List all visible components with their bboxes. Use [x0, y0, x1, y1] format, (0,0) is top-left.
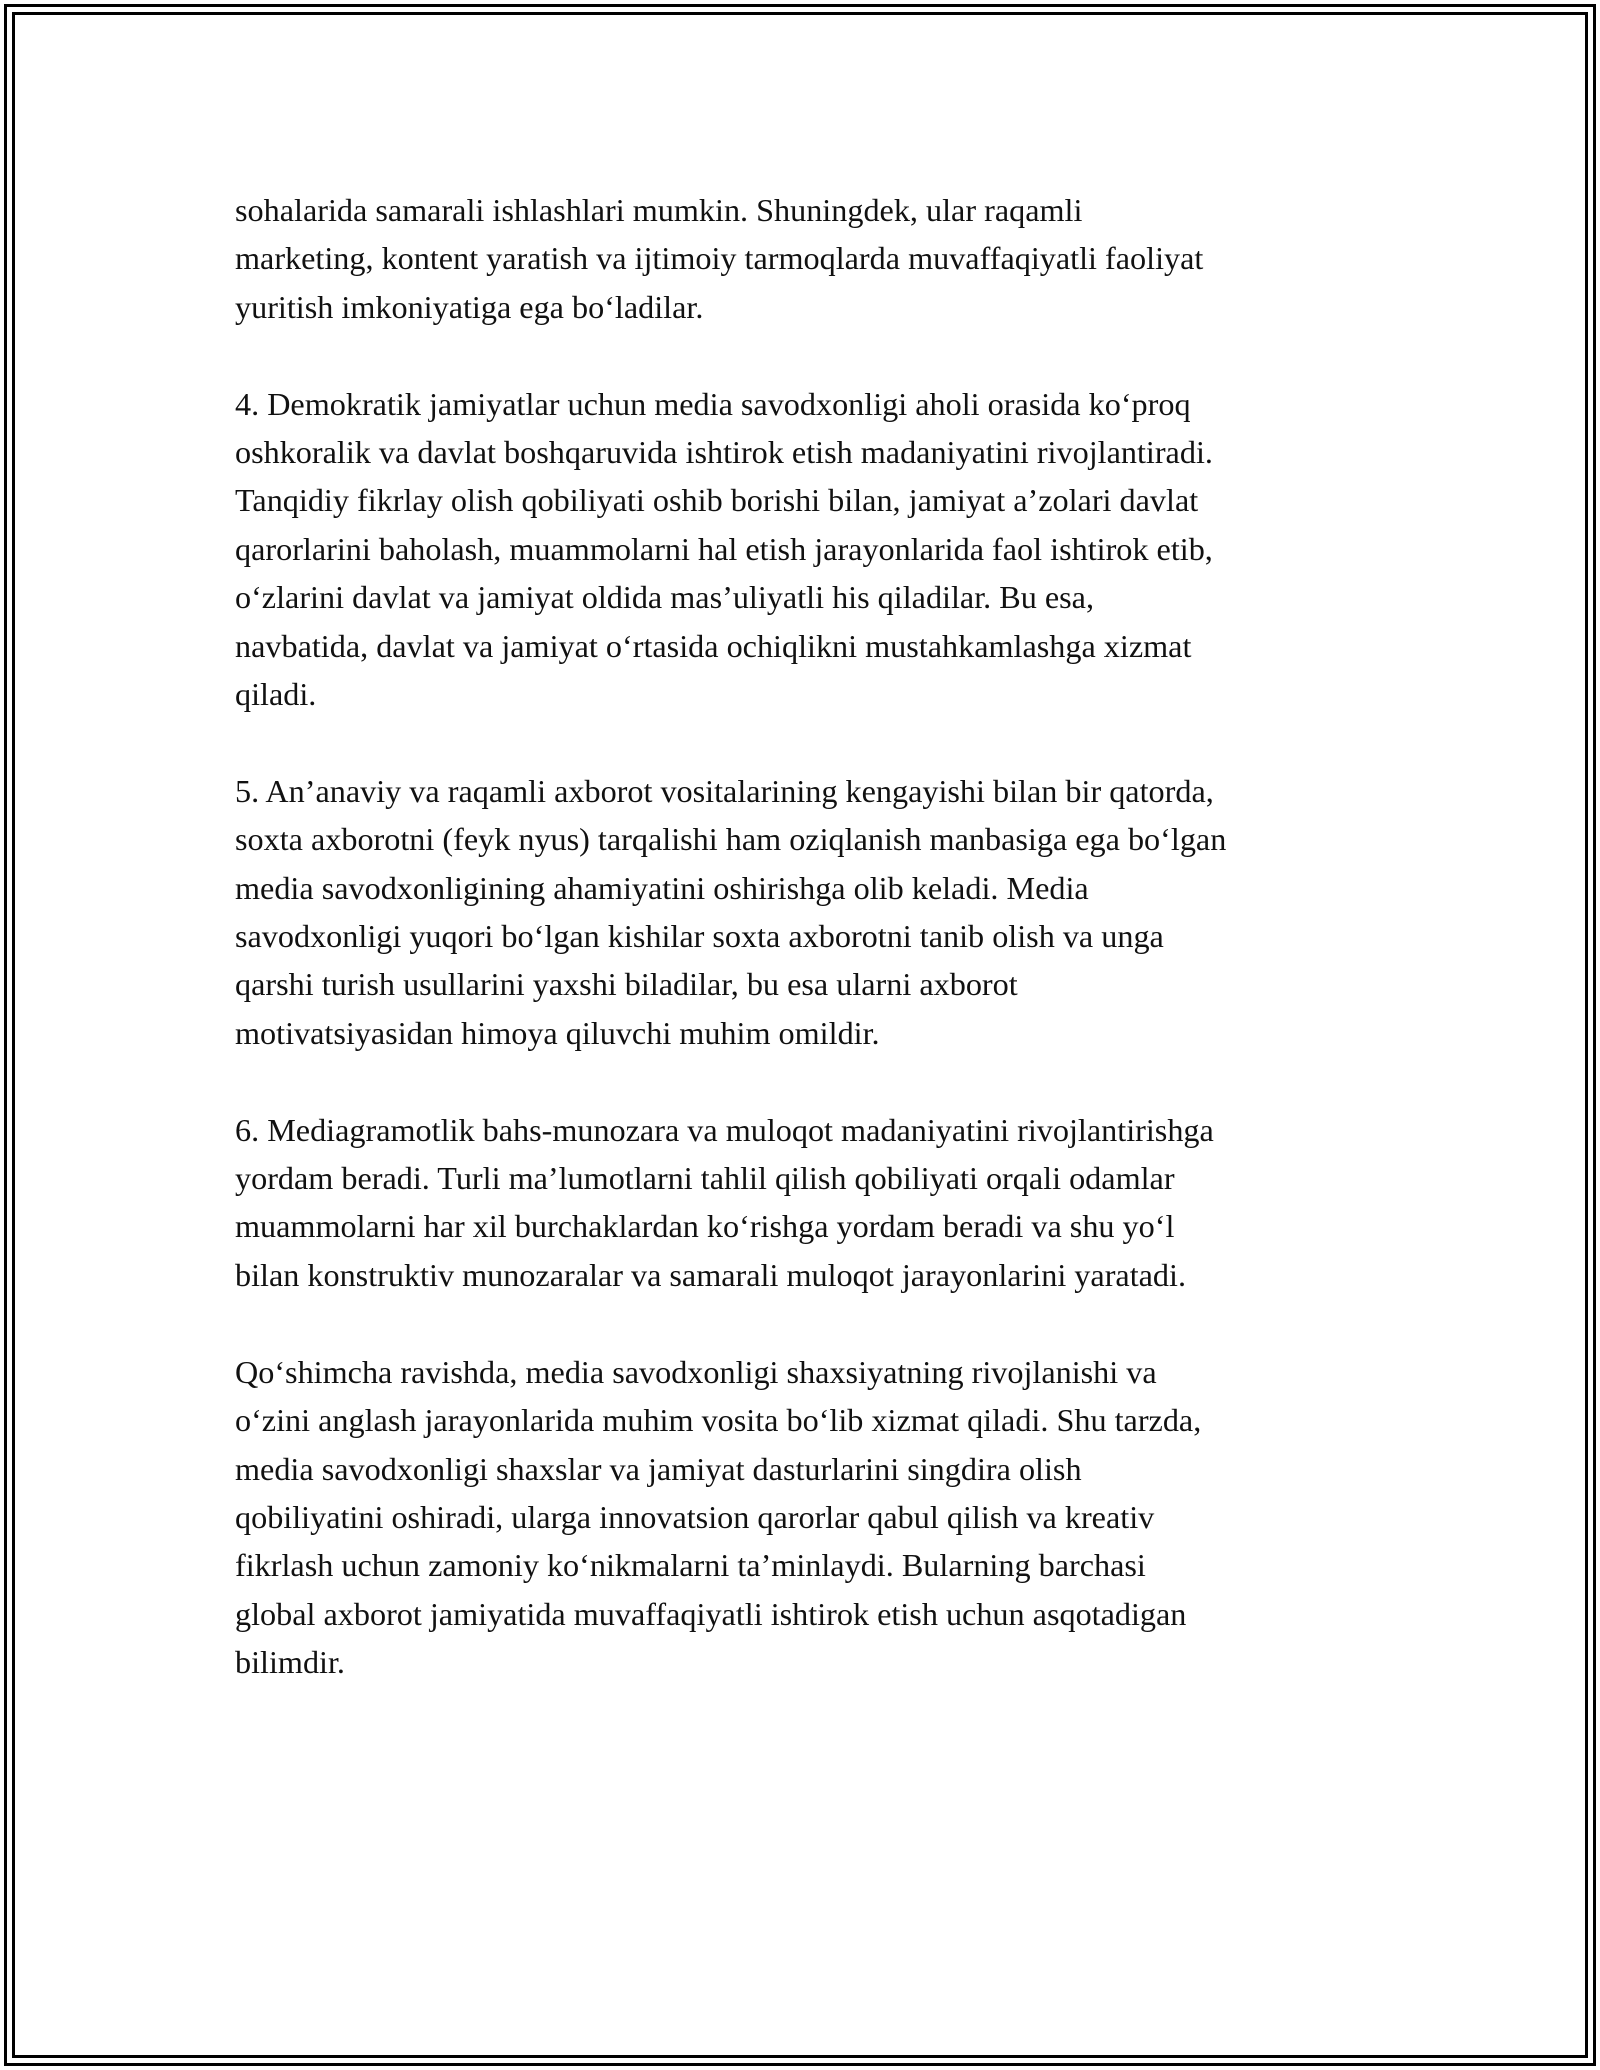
- paragraph-point-4: 4. Demokratik jamiyatlar uchun media savodxonligi aholi orasida ko‘proq oshkoralik va davlat boshqaruvida ishtirok etish madaniyatini rivojlantiradi. Tanqidiy fikrlay olish qobiliyati oshib borishi bilan, jamiyat a’zolari davlat qarorlarini baholash, muammolarni hal etish jarayonlarida faol ishtirok etib, o‘zlarini davlat va jamiyat oldida mas’uliyatli his qiladilar. Bu esa, navbatida, davlat va jamiyat o‘rtasida ochiqlikni mustahkamlashga xizmat qiladi.: [235, 385, 1213, 713]
- document-body: [235, 186, 1385, 1735]
- paragraph-conclusion: Qo‘shimcha ravishda, media savodxonligi shaxsiyatning rivojlanishi va o‘zini anglash jarayonlarida muhim vosita bo‘lib xizmat qiladi. Shu tarzda, media savodxonligi shaxslar va jamiyat dasturlarini singdira olish qobiliyatini oshiradi, ularga innovatsion qarorlar qabul qilish va kreativ fikrlash uchun zamoniy ko‘nikmalarni ta’minlaydi. Bularning barchasi global axborot jamiyatida muvaffaqiyatli ishtirok etish uchun asqotadigan bilimdir.: [235, 1353, 1202, 1681]
- paragraph-point-5: 5. An’anaviy va raqamli axborot vositalarining kengayishi bilan bir qatorda, soxta axborotni (feyk nyus) tarqalishi ham oziqlanish manbasiga ega bo‘lgan media savodxonligining ahamiyatini oshirishga olib keladi. Media savodxonligi yuqori bo‘lgan kishilar soxta axborotni tanib olish va unga qarshi turish usullarini yaxshi biladilar, bu esa ularni axborot motivatsiyasidan himoya qiluvchi muhim omildir.: [235, 772, 1227, 1051]
- paragraph-point-6: 6. Mediagramotlik bahs-munozara va muloqot madaniyatini rivojlantirishga yordam beradi. Turli ma’lumotlarni tahlil qilish qobiliyati orqali odamlar muammolarni har xil burchaklardan ko‘rishga yordam beradi va shu yo‘l bilan konstruktiv munozaralar va samarali muloqot jarayonlarini yaratadi.: [235, 1111, 1214, 1293]
- paragraph-intro-continuation: sohalarida samarali ishlashlari mumkin. Shuningdek, ular raqamli marketing, kontent yaratish va ijtimoiy tarmoqlarda muvaffaqiyatli faoliyat yuritish imkoniyatiga ega bo‘ladilar.: [235, 192, 1204, 325]
